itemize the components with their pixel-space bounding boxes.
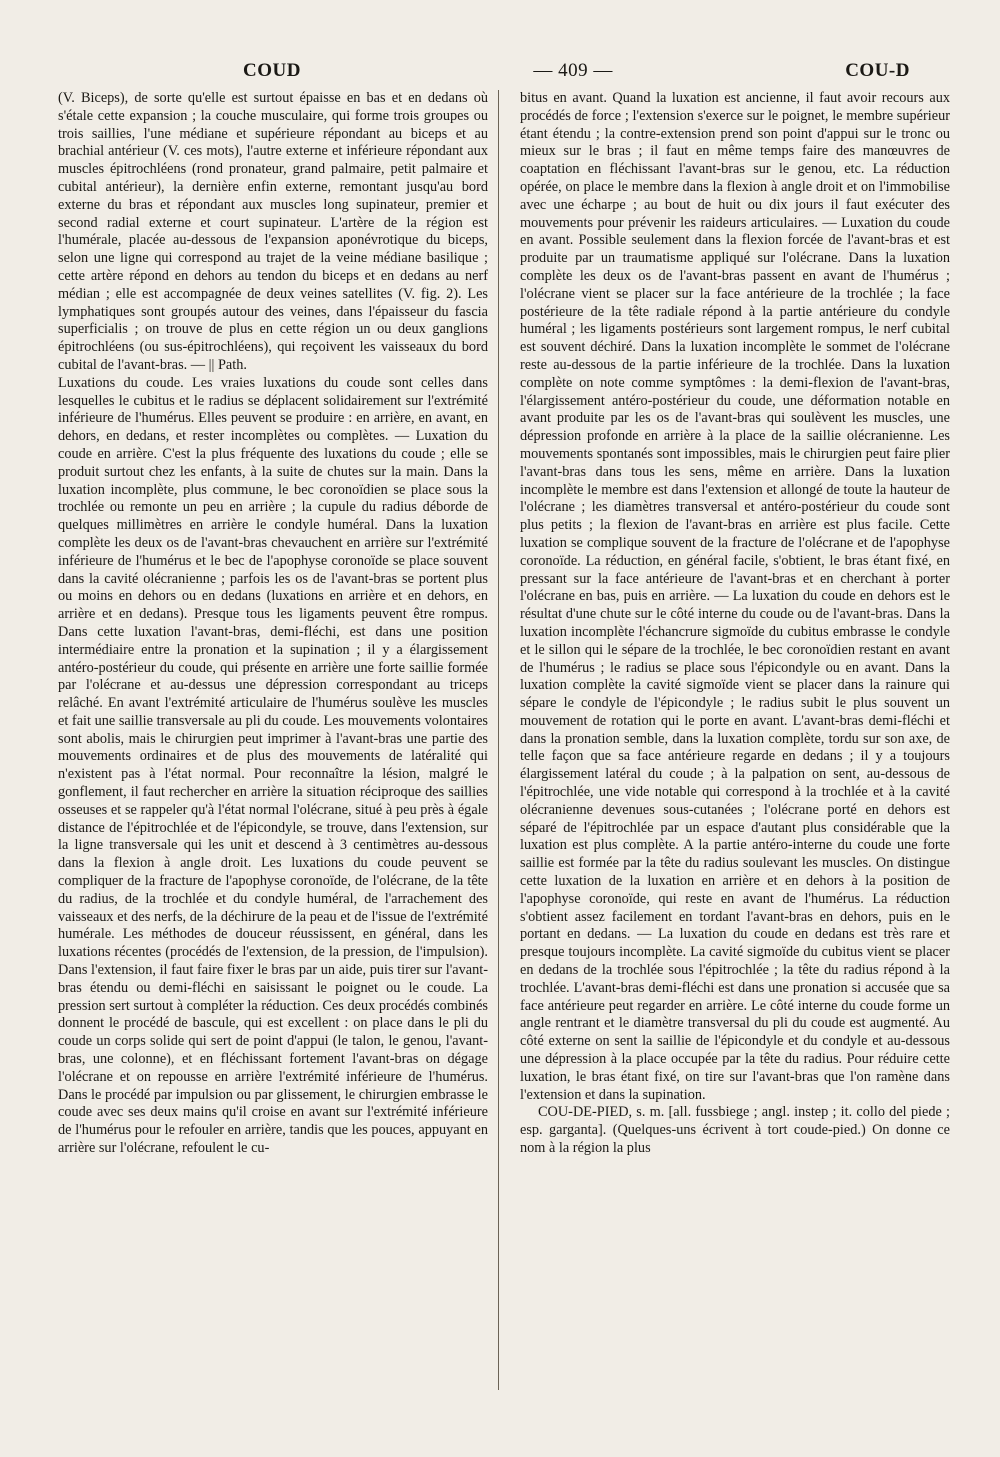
paragraph-anatomy: (V. Biceps), de sorte qu'elle est surtout épaisse en bas et en dedans où s'étale cette expansion ; la couche musculaire, qui forme trois groupes ou trois saillies, l'une médiane et supérieure répondant au biceps et au brachial antérieur (V. ces mots), l'autre externe et inférieure répondant aux muscles épitrochléens (rond pronateur, grand palmaire, petit palmaire et cubital antérieur), la dernière enfin externe, remontant jusqu'au bord externe du bras et répondant aux muscles long supinateur, premier et second radial externe et court supinateur. L'artère de la région est l'humérale, placée au-dessous de l'expansion aponévrotique du biceps, selon une ligne qui correspond au trajet de la veine médiane basilique ; cette artère répond en dehors au tendon du biceps et en dedans au nerf médian ; elle est accompagnée de deux veines satellites (V. fig. 2). Les lymphatiques sont groupés autour des veines, dans l'épaisseur du fascia superficialis ; on trouve de plus en cette région un ou deux ganglions épitrochléens (ou sus-épitrochléens), qui reçoivent les vaisseaux du bord cubital de l'avant-bras. — || Path.: [58, 90, 488, 373]
running-head: [233, 60, 930, 86]
column-divider: [498, 90, 499, 1390]
entry-cou-de-pied: COU-DE-PIED, s. m. [all. fussbiege ; angl. instep ; it. collo del piede ; esp. garganta]. (Quelques-uns écrivent à tort coude-pied.) On donne ce nom à la région la plus: [520, 1104, 950, 1157]
header-left-keyword: COUD: [243, 60, 301, 81]
left-column: [58, 90, 488, 1390]
paragraph-luxations-continued: bitus en avant. Quand la luxation est ancienne, il faut avoir recours aux procédés de force ; l'extension s'exerce sur le poignet, le membre supérieur étant étendu ; la contre-extension prend son point d'appui sur le tronc ou mieux sur le bras ; il faut en même temps faire des manœuvres de coaptation en fléchissant l'avant-bras sur le genou, etc. La réduction opérée, on place le membre dans la flexion à angle droit et on l'immobilise avec une écharpe ; au bout de huit ou dix jours il faut exécuter des mouvements pour prévenir les raideurs articulaires. — Luxation du coude en avant. Possible seulement dans la flexion forcée de l'avant-bras et est produite par un traumatisme appliqué sur l'olécrane. Dans la luxation complète les deux os de l'avant-bras passent en avant de l'humérus ; l'olécrane vient se placer sur la face antérieure de la trochlée ; la face postérieure de la tête radiale répond à la partie antérieure du condyle huméral ; les ligaments postérieurs sont largement rompus, le nerf cubital est souvent déchiré. Dans la luxation incomplète le sommet de l'olécrane reste au-dessous de la partie inférieure de la trochlée. Dans la luxation complète on note comme symptômes : la demi-flexion de l'avant-bras, l'élargissement antéro-postérieur du coude, une déformation notable en avant produite par les os de l'avant-bras qui soulèvent les muscles, une dépression profonde en arrière à la place de la saillie olécranienne. Les mouvements spontanés sont impossibles, mais le chirurgien peut faire plier l'avant-bras dans tous les sens, même en arrière. Dans la luxation incomplète le membre est dans l'extension et allongé de toute la hauteur de l'olécrane ; les diamètres transversal et antéro-postérieur du coude sont plus petits ; la flexion de l'avant-bras en arrière est plus facile. Cette luxation se complique souvent de la fracture de l'olécrane et de l'apophyse coronoïde. La réduction, en général facile, s'obtient, le bras étant fixé, en pressant sur la face antérieure de l'avant-bras et en cherchant à porter l'olécrane en bas, puis en arrière. — La luxation du coude en dehors est le résultat d'une chute sur le côté interne du coude ou de l'avant-bras. Dans la luxation incomplète l'échancrure sigmoïde du cubitus embrasse le condyle et le sillon qui le sépare de la trochlée, le bec coronoïdien restant en avant de l'humérus ; le radius se place sous l'épicondyle ou en avant. Dans la luxation complète la cavité sigmoïde vient se placer dans la rainure qui sépare le condyle de l'épicondyle ; le radius subit le plus souvent un mouvement de rotation qui le porte en avant. L'avant-bras demi-fléchi et dans la pronation semble, dans la luxation complète, tordu sur son axe, de telle façon que sa face antérieure regarde en dedans ; il y a toujours élargissement latéral du coude ; à la palpation on sent, au-dessous de l'épitrochlée, une vide notable qui correspond à la trochlée et à la cavité olécranienne devenues sous-cutanées ; l'olécrane porté en dehors est séparé de l'épitrochlée par un espace d'autant plus considérable que la luxation est plus complète. A la partie antéro-interne du coude une forte saillie est formée par la tête du radius soulevant les muscles. On distingue cette luxation de la luxation en arrière et en dehors à la position de l'apophyse coronoïde, qui reste en avant de l'humérus. La réduction s'obtient assez facilement en tordant l'avant-bras en dehors, puis en le portant en dedans. — La luxation du coude en dedans est très rare et presque toujours incomplète. La cavité sigmoïde du cubitus vient se placer en dedans de la trochlée sous l'épitrochlée ; la tête du radius répond à la trochlée. L'avant-bras demi-fléchi est dans une pronation si accusée que sa face antérieure peut regarder en arrière. Le côté interne du coude forme un angle rentrant et le diamètre transversal du pli du coude est augmenté. Au côté externe on sent la saillie de l'épicondyle et du condyle et au-dessous une dépression à la place occupée par la tête du radius. Pour réduire cette luxation, le bras étant fixé, on tire sur l'avant-bras que l'on ramène dans l'extension et dans la supination.: [520, 90, 950, 1103]
page-number: — 409 —: [533, 60, 613, 81]
right-column: [520, 90, 950, 1390]
header-right-keyword: COU-D: [845, 60, 910, 81]
two-column-body: [58, 90, 950, 1390]
paragraph-luxations: Luxations du coude. Les vraies luxations du coude sont celles dans lesquelles le cubitus et le radius se déplacent solidairement sur l'extrémité inférieure de l'humérus. Elles peuvent se produire : en arrière, en avant, en dehors, en dedans, et rester incomplètes ou complètes. — Luxation du coude en arrière. C'est la plus fréquente des luxations du coude ; elle se produit surtout chez les enfants, à la suite de chutes sur la main. Dans la luxation incomplète, plus commune, le bec coronoïdien se place sous la trochlée ou remonte un peu en arrière ; la cupule du radius déborde de quelques millimètres en arrière le condyle huméral. Dans la luxation complète les deux os de l'avant-bras chevauchent en arrière sur l'extrémité inférieure de l'humérus et le bec de l'apophyse coronoïde se place souvent dans la cavité olécranienne ; parfois les os de l'avant-bras se portent plus ou moins en dehors ou en dedans (luxations en arrière et en dehors, en arrière et en dedans). Presque tous les ligaments peuvent être rompus. Dans cette luxation l'avant-bras, demi-fléchi, est dans une position intermédiaire entre la pronation et la supination ; il y a élargissement antéro-postérieur du coude, qui présente en arrière une forte saillie formée par l'olécrane et au-dessus une dépression correspondant au triceps relâché. En avant l'extrémité articulaire de l'humérus soulève les muscles et fait une saillie transversale au pli du coude. Les mouvements volontaires sont abolis, mais le chirurgien peut imprimer à l'avant-bras une partie des mouvements ordinaires et de plus des mouvements de latéralité qui n'existent pas à l'état normal. Pour reconnaître la lésion, malgré le gonflement, il faut rechercher en arrière la situation réciproque des saillies osseuses et se rappeler qu'à l'état normal l'olécrane, situé à peu près à égale distance de l'épitrochlée et de l'épicondyle, se trouve, dans l'extension, sur la ligne transversale qui les unit et descend à 3 centimètres au-dessous dans la flexion à angle droit. Les luxations du coude peuvent se compliquer de la fracture de l'apophyse coronoïde, de l'olécrane, de la tête du radius, de la trochlée et du condyle huméral, de l'arrachement des vaisseaux et des nerfs, de la déchirure de la peau et de l'issue de l'extrémité humérale. Les méthodes de douceur réussissent, en général, dans les luxations récentes (procédés de l'extension, de la pression, de l'impulsion). Dans l'extension, il faut faire fixer le bras par un aide, puis tirer sur l'avant-bras étendu ou demi-fléchi en saisissant le poignet ou le coude. La pression sert surtout à compléter la réduction. Ces deux procédés combinés donnent le procédé de bascule, qui est excellent : on place dans le pli du coude un corps solide qui sert de point d'appui (le talon, le genou, l'avant-bras, une colonne), et en fléchissant fortement l'avant-bras on dégage l'olécrane et on repousse en arrière l'extrémité inférieure de l'humérus. Dans le procédé par impulsion ou par glissement, le chirurgien embrasse le coude avec ses deux mains qu'il croise en avant sur l'extrémité inférieure de l'humérus pour le refouler en arrière, tandis que les pouces, appuyant en arrière sur l'olécrane, refoulent le cu-: [58, 374, 488, 1157]
